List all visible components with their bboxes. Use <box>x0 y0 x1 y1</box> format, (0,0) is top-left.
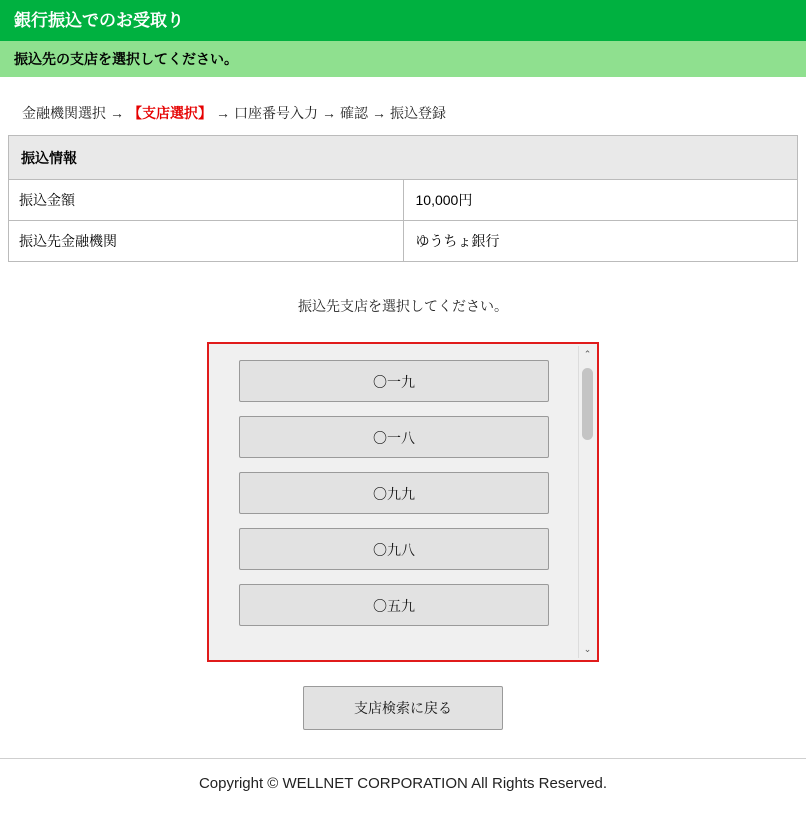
breadcrumb-step-5: 振込登録 <box>390 105 446 121</box>
transfer-bank-value: ゆうちょ銀行 <box>403 221 798 262</box>
breadcrumb-arrow-4: → <box>372 105 386 121</box>
breadcrumb-step-1: 金融機関選択 <box>22 105 106 121</box>
footer-copyright: Copyright © WELLNET CORPORATION All Rights Reserved. <box>198 775 608 792</box>
breadcrumb <box>0 77 806 125</box>
transfer-amount-value: 10,000円 <box>403 180 798 221</box>
scroll-up-arrow-icon[interactable]: ⌃ <box>579 346 596 363</box>
breadcrumb-arrow-1: → <box>110 105 124 121</box>
branch-list-container <box>207 342 599 662</box>
scroll-down-arrow-icon[interactable]: ⌄ <box>579 641 596 658</box>
scrollbar-thumb[interactable] <box>582 368 593 440</box>
transfer-bank-label: 振込先金融機関 <box>9 221 404 262</box>
branch-button-1[interactable]: 〇一九 <box>239 360 549 402</box>
transfer-info-table <box>8 135 798 262</box>
breadcrumb-step-3: 口座番号入力 <box>234 105 318 121</box>
table-row <box>9 180 798 221</box>
branch-button-3[interactable]: 〇九九 <box>239 472 549 514</box>
breadcrumb-step-2: 【支店選択】 <box>128 105 212 121</box>
breadcrumb-arrow-2: → <box>216 105 230 121</box>
branch-select-instruction: 振込先支店を選択してください。 <box>298 298 508 314</box>
table-row <box>9 221 798 262</box>
branch-button-4[interactable]: 〇九八 <box>239 528 549 570</box>
breadcrumb-arrow-3: → <box>322 105 336 121</box>
transfer-info-section-title: 振込情報 <box>9 136 798 180</box>
branch-button-2[interactable]: 〇一八 <box>239 416 549 458</box>
breadcrumb-step-4: 確認 <box>340 105 368 121</box>
branch-list-scrollbar[interactable] <box>578 346 595 658</box>
transfer-amount-label: 振込金額 <box>9 180 404 221</box>
branch-list <box>209 344 581 660</box>
back-button-container <box>0 686 806 730</box>
page-title: 銀行振込でのお受取り <box>0 0 806 41</box>
page-subtitle: 振込先の支店を選択してください。 <box>0 41 806 77</box>
back-to-branch-search-button[interactable]: 支店検索に戻る <box>303 686 503 730</box>
branch-button-5[interactable]: 〇五九 <box>239 584 549 626</box>
table-row <box>9 136 798 180</box>
